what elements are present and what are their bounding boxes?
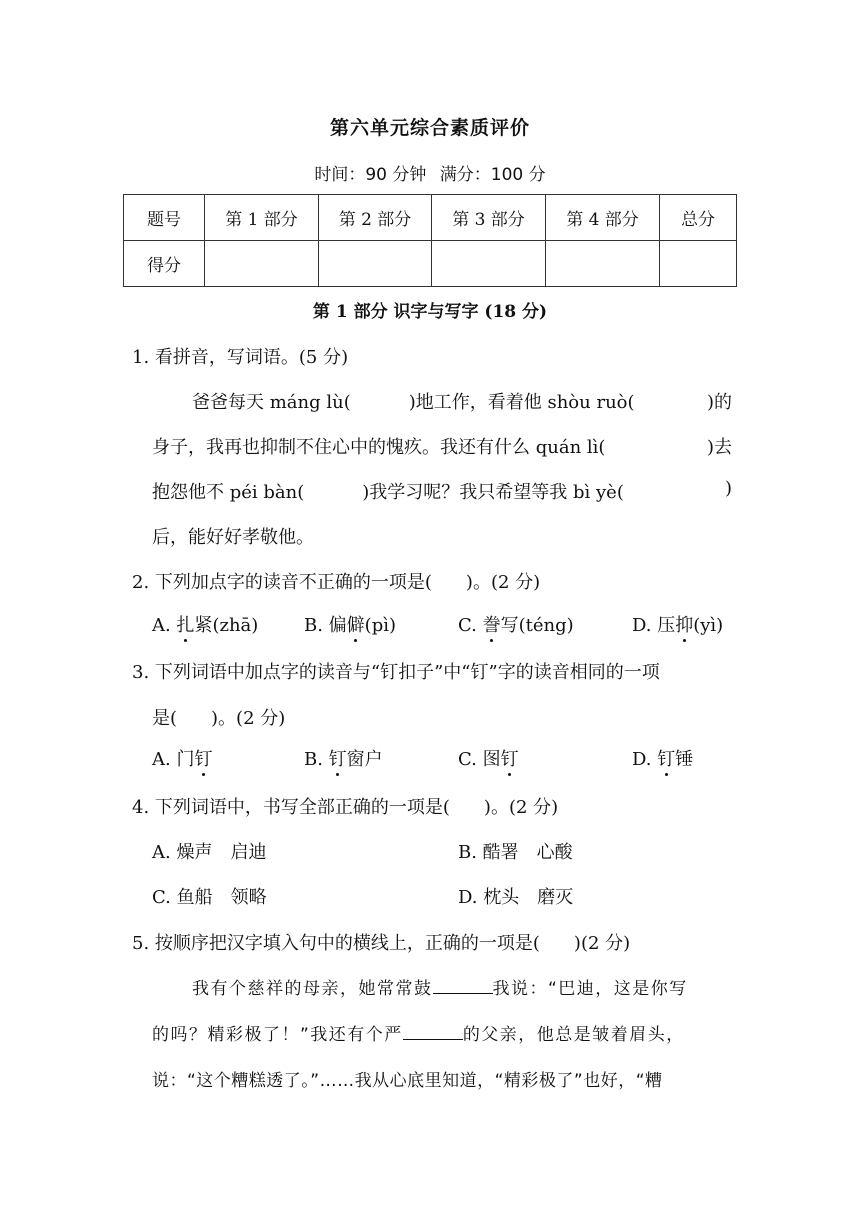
page-title: 第六单元综合素质评价	[329, 117, 530, 139]
exam-info	[0, 160, 860, 185]
passage-text: 我说：“巴迪，这是你写	[492, 979, 688, 999]
q3-option-b[interactable]	[304, 745, 383, 771]
q2-option-c[interactable]	[458, 611, 574, 637]
q4-stem-b: )。(2 分)	[483, 797, 559, 818]
section-heading: 第 1 部分 识字与写字 (18 分)	[312, 302, 548, 322]
score-table	[123, 194, 737, 287]
q3-option-a[interactable]	[152, 745, 212, 771]
passage-text: 的父亲，他总是皱着眉头，	[462, 1025, 685, 1045]
q1-text	[192, 388, 693, 414]
q4-option-b[interactable]: B. 酷署 心酸	[458, 842, 573, 863]
score-cell[interactable]	[205, 241, 319, 287]
score-cell[interactable]	[660, 241, 737, 287]
q5-stem-a: 5. 按顺序把汉字填入句中的横线上，正确的一项是(	[132, 933, 540, 954]
q3-stem-a: 是(	[152, 708, 178, 729]
full-score: 满分：100 分	[439, 165, 546, 185]
dotted-char: 誊	[482, 615, 501, 636]
q1-text-c: )的	[706, 392, 732, 413]
q1-text-b: )地工作，看着他 shòu ruò(	[408, 392, 635, 413]
q4-option-c[interactable]: C. 鱼船 领略	[152, 887, 267, 908]
q4-option-a[interactable]: A. 燥声 启迪	[152, 842, 267, 863]
passage-text: 的吗？精彩极了！”我还有个严	[152, 1025, 403, 1045]
option-prefix: B.	[304, 749, 329, 770]
header-cell: 第 3 部分	[432, 195, 546, 241]
score-cell[interactable]	[319, 241, 432, 287]
dotted-char: 抑	[675, 615, 694, 636]
q3-stem-b: )。(2 分)	[211, 708, 286, 729]
question-4-stem	[132, 793, 558, 819]
option-text: 锤	[675, 749, 694, 770]
question-1-line-4: 后，能好好孝敬他。	[152, 527, 314, 548]
q2-option-b[interactable]	[304, 611, 396, 637]
option-text: 窗户	[346, 749, 383, 770]
fill-in-line[interactable]	[403, 1023, 463, 1040]
q2-option-d[interactable]	[632, 611, 723, 637]
q1-text-a: 抱怨他不 péi bàn(	[152, 482, 305, 503]
option-text: 写(téng)	[500, 615, 574, 636]
question-1-line-1	[192, 388, 732, 414]
q1-text-b: )我学习呢？我只希望等我 bì yè(	[362, 482, 624, 503]
q1-text-a: 身子，我再也抑制不住心中的愧疚。我还有什么 quán lì(	[152, 437, 606, 458]
dotted-char: 钉	[500, 749, 519, 770]
question-1-line-2	[152, 433, 732, 459]
question-3-stem-line-1: 3. 下列词语中加点字的读音与“钉扣子”中“钉”字的读音相同的一项	[132, 662, 660, 683]
score-cell[interactable]	[546, 241, 660, 287]
score-table-score-row	[124, 241, 737, 287]
q4-stem-a: 4. 下列词语中，书写全部正确的一项是(	[132, 797, 450, 818]
option-prefix: C. 图	[458, 749, 501, 770]
q1-text	[152, 478, 682, 504]
dotted-char: 扎	[176, 615, 195, 636]
option-prefix: A.	[152, 615, 177, 636]
header-cell: 总分	[660, 195, 737, 241]
q1-text	[152, 433, 663, 459]
header-cell: 题号	[124, 195, 205, 241]
q1-text-a: 爸爸每天 máng lù(	[192, 392, 351, 413]
q2-stem-a: 2. 下列加点字的读音不正确的一项是(	[132, 572, 432, 593]
dotted-char: 钉	[657, 749, 676, 770]
score-table-header-row	[124, 195, 737, 241]
dotted-char: 僻	[346, 615, 365, 636]
header-cell: 第 4 部分	[546, 195, 660, 241]
question-1-line-3	[152, 478, 732, 504]
score-cell[interactable]	[432, 241, 546, 287]
q2-stem-b: )。(2 分)	[465, 572, 541, 593]
question-3-stem-line-2	[152, 704, 285, 730]
option-prefix: D. 压	[632, 615, 676, 636]
q5-stem-b: )(2 分)	[573, 933, 631, 954]
option-prefix: C.	[458, 615, 483, 636]
passage-text: 我有个慈祥的母亲，她常常鼓	[192, 979, 433, 999]
question-1-stem: 1. 看拼音，写词语。(5 分)	[132, 347, 349, 368]
option-prefix: B. 偏	[304, 615, 347, 636]
time-limit: 时间：90 分钟	[314, 165, 427, 185]
header-cell: 第 1 部分	[205, 195, 319, 241]
q5-passage-line-3: 说：“这个糟糕透了。”……我从心底里知道，“精彩极了”也好，“糟	[152, 1071, 663, 1091]
dotted-char: 钉	[328, 749, 347, 770]
q5-passage-line-1	[192, 974, 688, 999]
header-cell: 第 2 部分	[319, 195, 432, 241]
option-text: (pì)	[364, 615, 396, 636]
fill-in-line[interactable]	[433, 977, 493, 994]
q2-option-a[interactable]	[152, 611, 258, 637]
q1-text-c: )	[724, 478, 732, 499]
dotted-char: 钉	[194, 749, 213, 770]
q4-option-d[interactable]: D. 枕头 磨灭	[458, 887, 574, 908]
option-prefix: D.	[632, 749, 658, 770]
q3-option-c[interactable]	[458, 745, 519, 771]
row-label: 得分	[124, 241, 205, 287]
q5-passage-line-2	[152, 1020, 685, 1045]
option-prefix: A. 门	[152, 749, 195, 770]
q1-text-b: )去	[706, 437, 732, 458]
question-2-stem	[132, 568, 540, 594]
question-5-stem	[132, 929, 630, 955]
q3-option-d[interactable]	[632, 745, 693, 771]
option-text: 紧(zhā)	[194, 615, 259, 636]
option-text: (yì)	[693, 615, 724, 636]
